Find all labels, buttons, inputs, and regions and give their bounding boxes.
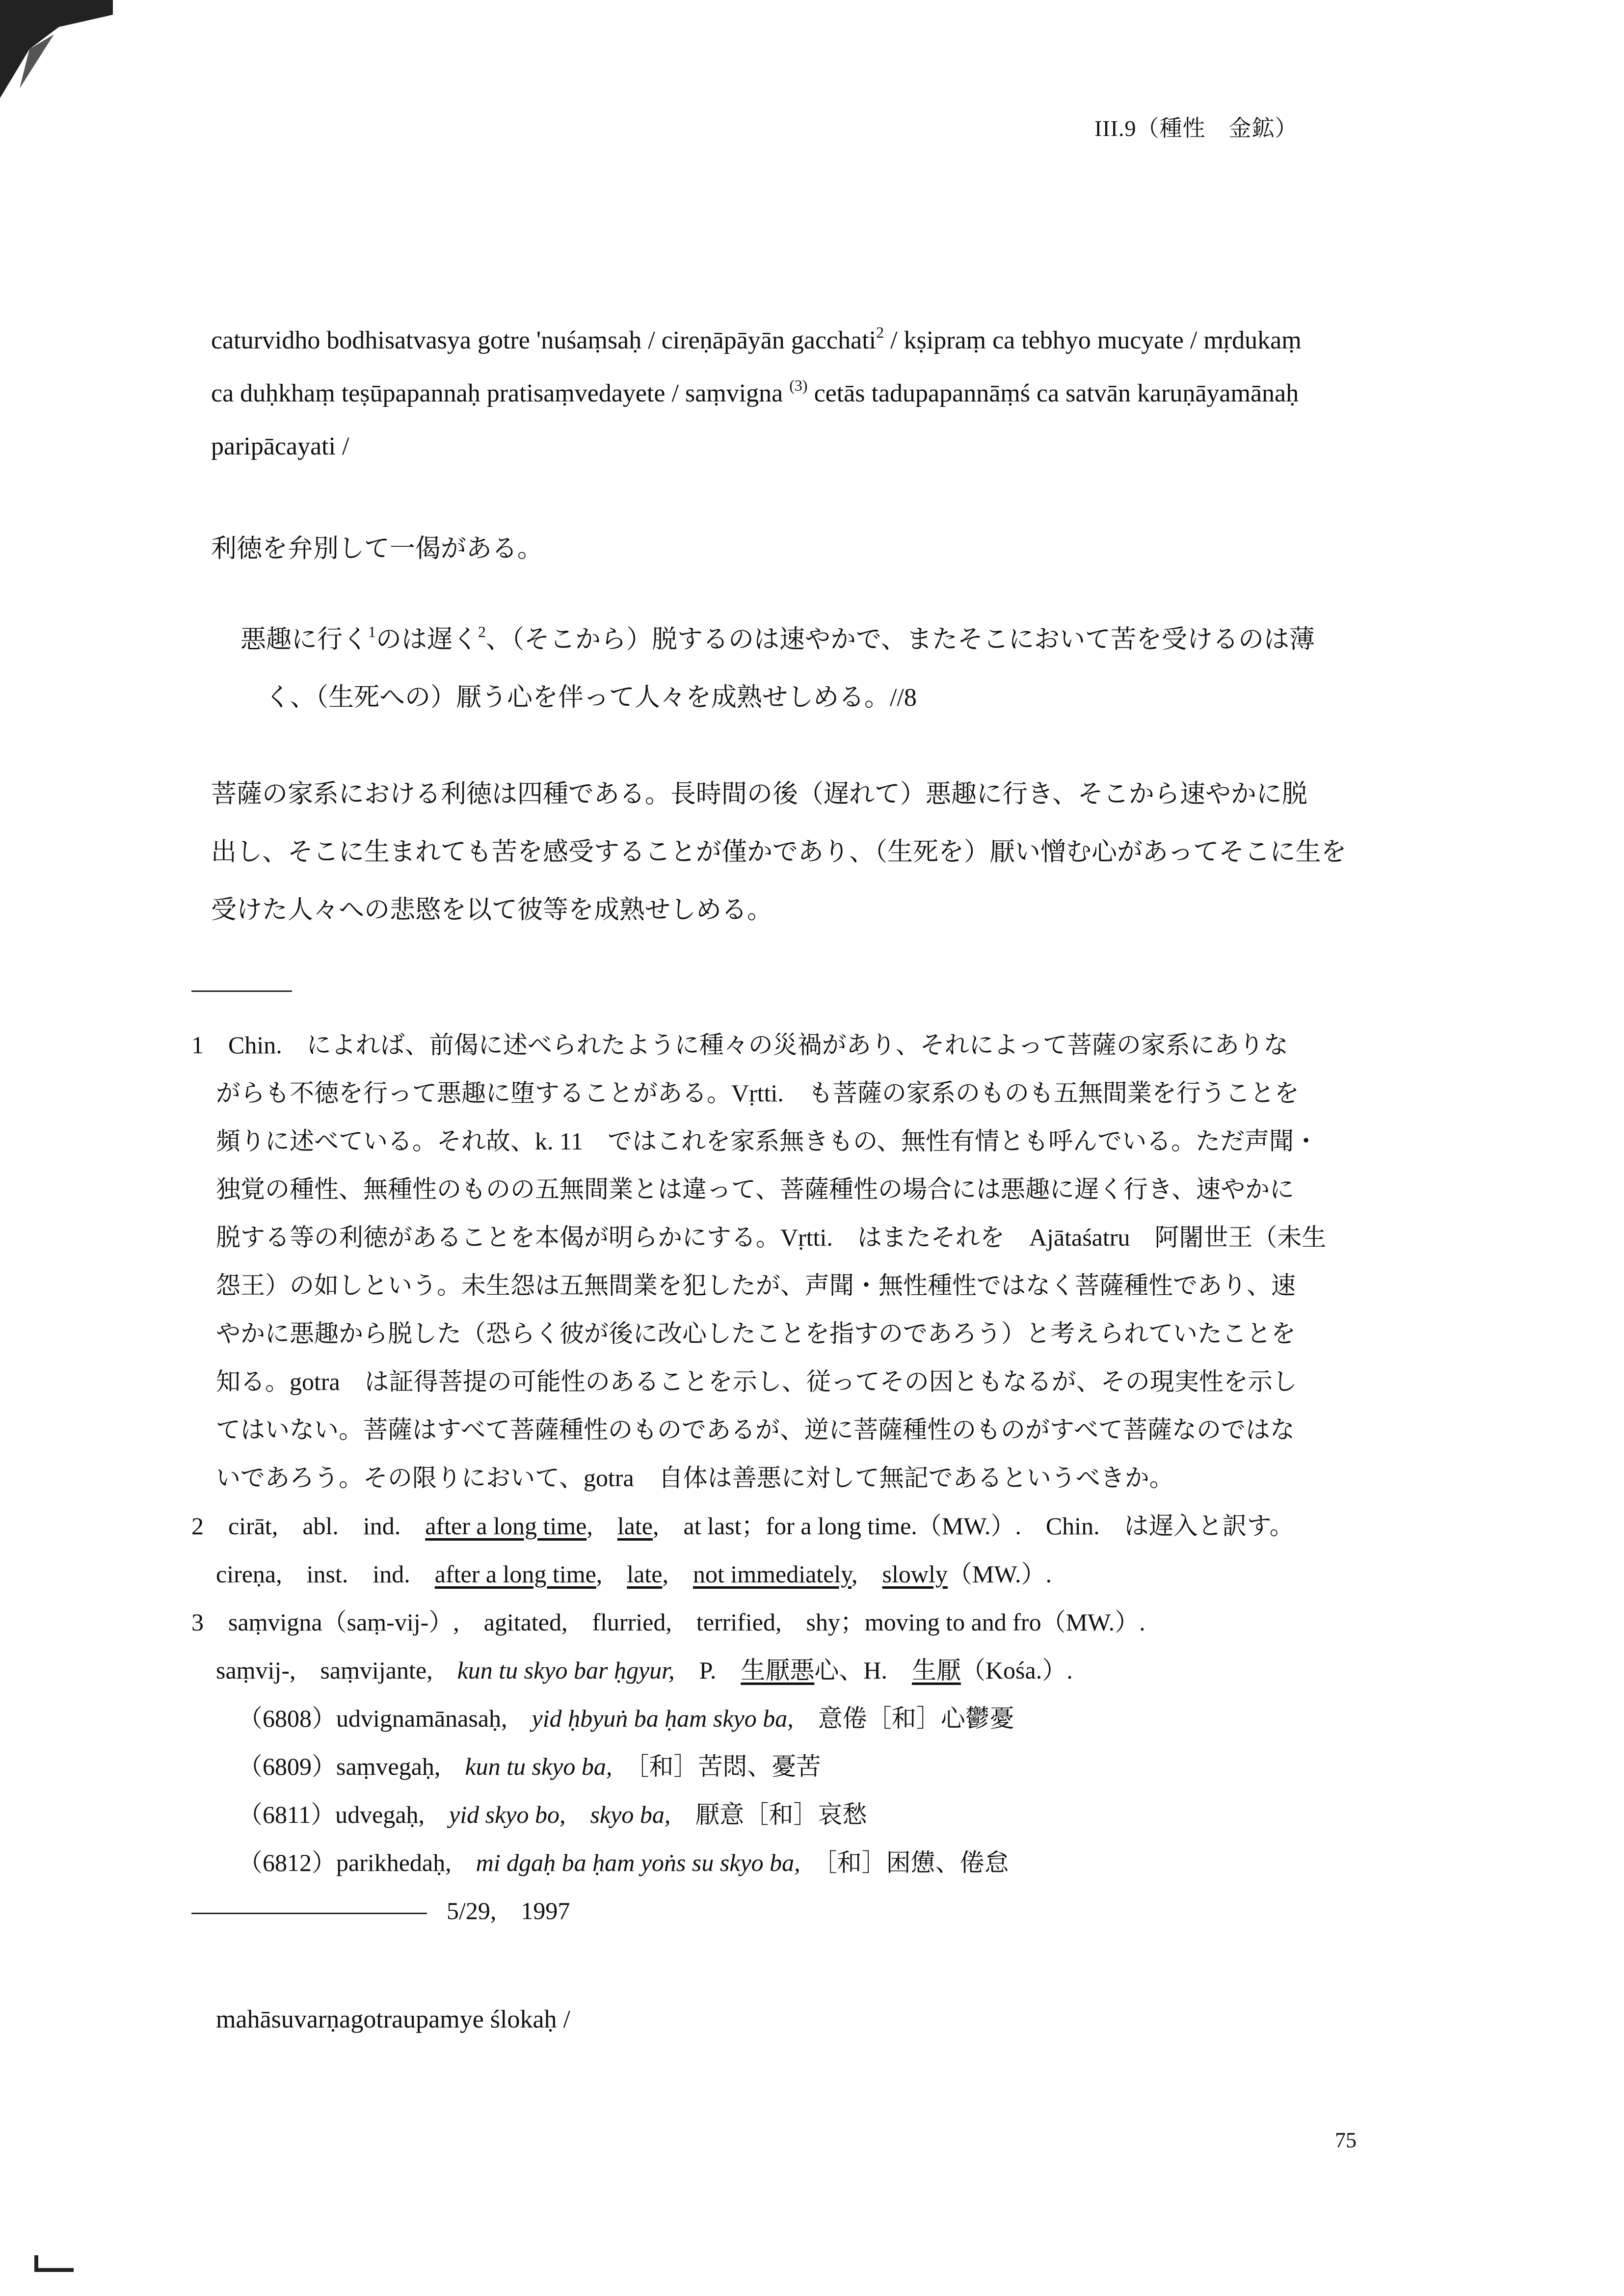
footnote-line: 3 saṃvigna（saṃ-vij-）, agitated, flurried, terrified, shy；moving to and fro（MW.）.: [191, 1608, 1145, 1636]
footnote-line: 1 Chin. によれば、前偈に述べられたように種々の災禍があり、それによって菩薩の家系にありな: [191, 1031, 1288, 1059]
footnote-line: 怨王）の如しという。未生怨は五無間業を犯したが、声聞・無性種性ではなく菩薩種性であり、速: [216, 1272, 1296, 1299]
footnote-line: がらも不徳を行って悪趣に堕することがある。Vṛtti. も菩薩の家系のものも五無間業を行うことを: [216, 1079, 1299, 1107]
commentary-line: 菩薩の家系における利徳は四種である。長時間の後（遅れて）悪趣に行き、そこから速やかに脱: [211, 780, 1307, 808]
verse: [240, 611, 1315, 727]
date-line: [191, 1887, 1428, 1935]
footnote-separator: [191, 990, 292, 992]
footnote-line: 頻りに述べている。それ故、k. 11 ではこれを家系無きもの、無性有情とも呼んでいる。ただ声聞・: [216, 1127, 1319, 1155]
footnote-1: [191, 1021, 1428, 1502]
lexicon-entry: （6809）saṃvegaḥ, kun tu skyo ba, ［和］苦悶、憂苦: [238, 1753, 821, 1780]
verse-line-2: く、（生死への）厭う心を伴って人々を成熟せしめる。//8: [265, 684, 917, 712]
footnote-line: やかに悪趣から脱した（恐らく彼が後に改心したことを指すのであろう）と考えられていたことを: [216, 1320, 1296, 1347]
commentary-line: 受けた人々への悲愍を以て彼等を成熟せしめる。: [211, 896, 773, 924]
verse-line-1: 悪趣に行く$^1$のは遅く$^2$、（そこから）脱するのは速やかで、またそこにおいて苦を受けるのは薄: [240, 623, 1315, 654]
footnote-2: [191, 1502, 1428, 1598]
sanskrit-line-3: paripācayati /: [211, 432, 349, 460]
closing-rule: [191, 1913, 427, 1914]
footnote-line: てはいない。菩薩はすべて菩薩種性のものであるが、逆に菩薩種性のものがすべて菩薩なのではな: [216, 1416, 1295, 1443]
commentary: [211, 766, 1346, 939]
footnote-line: 2 cirāt, abl. ind. after a long time, late, at last；for a long time.（MW.）. Chin. は遅入と訳す。: [191, 1512, 1294, 1540]
lexicon-entry: （6808）udvignamānasaḥ, yid ḥbyuṅ ba ḥam skyo ba, 意倦［和］心鬱憂: [238, 1705, 1014, 1732]
scan-corner-mark: [0, 0, 113, 98]
footnote-line: 脱する等の利徳があることを本偈が明らかにする。Vṛtti. はまたそれを Ajātaśatru 阿闍世王（未生: [216, 1224, 1327, 1251]
commentary-line: 出し、そこに生まれても苦を感受することが僅かであり、（生死を）厭い憎む心があってそこに生を: [211, 838, 1347, 866]
running-header: III.9（種性 金鉱）: [1094, 116, 1298, 141]
footnote-line: いであろう。その限りにおいて、gotra 自体は善悪に対して無記であるというべきか。: [216, 1464, 1174, 1492]
lexicon-entry: （6811）udvegaḥ, yid skyo bo, skyo ba, 厭意［和］哀愁: [238, 1801, 867, 1828]
sanskrit-line-2: ca duḥkhaṃ teṣūpapannaḥ pratisaṃvedayete / saṃvigna $^{(3)}$ cetās tadupapannāṃś ca satvān karuṇāyamānaḥ: [211, 376, 1299, 407]
footnote-line: cireṇa, inst. ind. after a long time, late, not immediately, slowly（MW.）.: [216, 1560, 1052, 1588]
sloka-heading: mahāsuvarṇagotraupamye ślokaḥ /: [216, 2005, 570, 2033]
date-stamp: 5/29, 1997: [447, 1897, 570, 1924]
lexicon-entry: （6812）parikhedaḥ, mi dgaḥ ba ḥam yoṅs su skyo ba, ［和］困憊、倦怠: [238, 1849, 1009, 1876]
scan-bottom-mark: [34, 2255, 74, 2275]
footnote-3: [191, 1598, 1428, 1935]
sanskrit-line-1: caturvidho bodhisatvasya gotre 'nuśaṃsaḥ / cireṇāpāyān gacchati$^2$ / kṣipraṃ ca tebhyo mucyate / mṛdukaṃ: [211, 323, 1302, 354]
sanskrit-passage: [211, 314, 1409, 473]
intro-sentence: 利徳を弁別して一偈がある。: [211, 535, 543, 563]
page-number: 75: [1335, 2128, 1357, 2152]
footnote-line: saṃvij-, saṃvijante, kun tu skyo bar ḥgyur, P. 生厭悪心、H. 生厭（Kośa.）.: [216, 1656, 1073, 1684]
footnote-line: 知る。gotra は証得菩提の可能性のあることを示し、従ってその因ともなるが、その現実性を示し: [216, 1368, 1297, 1395]
footnote-line: 独覚の種性、無種性のものの五無間業とは違って、菩薩種性の場合には悪趣に遅く行き、速やかに: [216, 1175, 1294, 1203]
